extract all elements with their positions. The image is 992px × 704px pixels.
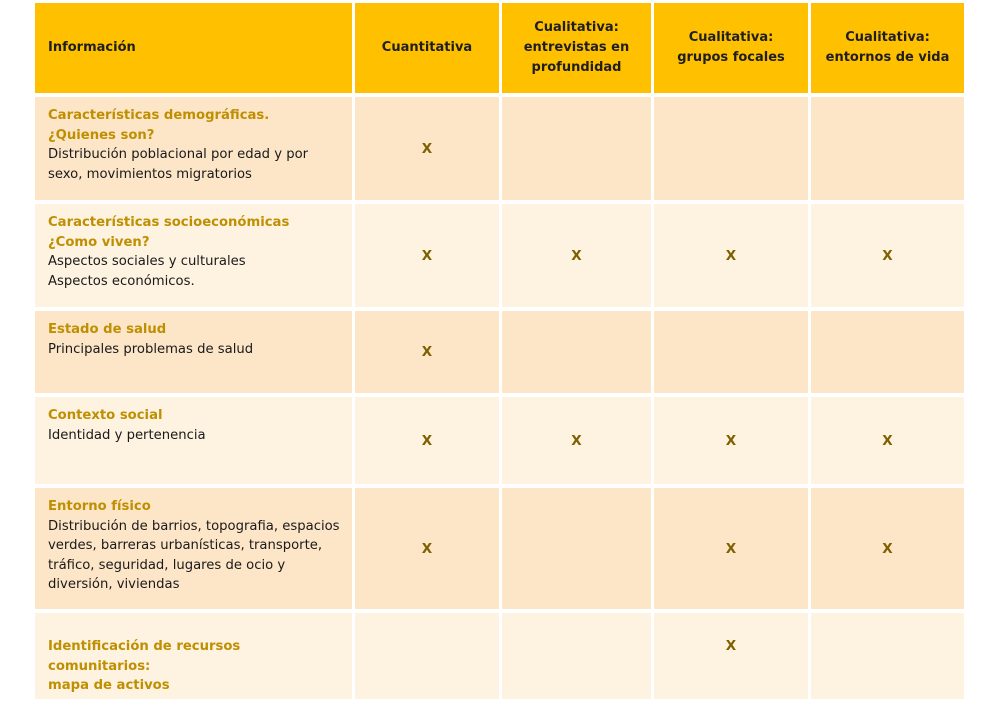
mark-cell: X: [811, 488, 964, 609]
header-cuantitativa: [355, 3, 499, 93]
mark-cell: [811, 311, 964, 393]
row-info-recursos-comunitarios: [35, 613, 352, 699]
row-title-line: Estado de salud: [48, 322, 167, 337]
mark-cell: X: [654, 397, 808, 484]
row-desc-line: Distribución poblacional por edad y por: [48, 147, 309, 163]
mark-cell: [654, 311, 808, 393]
row-desc-line: verdes, barreras urbanísticas, transporte,: [48, 538, 323, 554]
mark-cell: X: [654, 204, 808, 307]
header-entornos-de-vida: [811, 3, 964, 93]
mark-cell: [654, 97, 808, 200]
mark-cell: [502, 311, 651, 393]
mark-cell: X: [355, 97, 499, 200]
row-title-line: Entorno físico: [48, 499, 151, 514]
mark-cell: X: [355, 397, 499, 484]
row-info-socioeconomicas: [35, 204, 352, 307]
header-informacion: [35, 3, 352, 93]
row-title-line: mapa de activos: [48, 678, 170, 694]
header-grupos-focales: [654, 3, 808, 93]
mark-cell: [811, 97, 964, 200]
header-entrevistas: [502, 3, 651, 93]
mark-cell: [502, 97, 651, 200]
header-cuantitativa-label: Cuantitativa: [381, 40, 473, 55]
mark-cell: [811, 613, 964, 699]
header-informacion-label: Información: [48, 40, 136, 55]
mark-cell: X: [502, 397, 651, 484]
row-title-line: ¿Quienes son?: [48, 127, 155, 143]
row-desc-line: tráfico, seguridad, lugares de ocio y: [48, 557, 286, 573]
mark-cell: X: [502, 204, 651, 307]
mark-cell: X: [811, 397, 964, 484]
row-title-line: ¿Como viven?: [48, 234, 150, 250]
mark-cell: X: [654, 488, 808, 609]
row-desc-line: Principales problemas de salud: [48, 341, 254, 357]
row-info-contexto-social: [35, 397, 352, 484]
row-title-line: Características socioeconómicas: [48, 215, 290, 230]
row-desc-line: Aspectos económicos.: [48, 273, 195, 289]
mark-cell: X: [654, 613, 808, 699]
row-title-line: Características demográficas.: [48, 108, 270, 123]
mark-cell: X: [811, 204, 964, 307]
mark-cell: X: [355, 488, 499, 609]
row-info-demograficas: [35, 97, 352, 200]
row-desc-line: sexo, movimientos migratorios: [48, 166, 252, 182]
mark-cell: [502, 488, 651, 609]
mark-cell: X: [355, 204, 499, 307]
row-title-line: Identificación de recursos comunitarios:: [48, 639, 241, 674]
row-title-line: Contexto social: [48, 408, 163, 423]
mark-cell: [355, 613, 499, 699]
row-desc-line: Identidad y pertenencia: [48, 427, 206, 443]
information-sources-table: [35, 3, 958, 699]
mark-cell: [502, 613, 651, 699]
row-desc-line: Distribución de barrios, topografia, espacios: [48, 518, 340, 534]
row-desc-line: diversión, viviendas: [48, 577, 180, 593]
row-info-estado-salud: [35, 311, 352, 393]
header-entornos-de-vida-label: Cualitativa: entornos de vida: [825, 30, 950, 65]
mark-cell: X: [355, 311, 499, 393]
row-info-entorno-fisico: [35, 488, 352, 609]
row-desc-line: Aspectos sociales y culturales: [48, 254, 246, 270]
header-entrevistas-label: Cualitativa: entrevistas en profundidad: [523, 20, 630, 75]
header-grupos-focales-label: Cualitativa: grupos focales: [677, 30, 785, 65]
